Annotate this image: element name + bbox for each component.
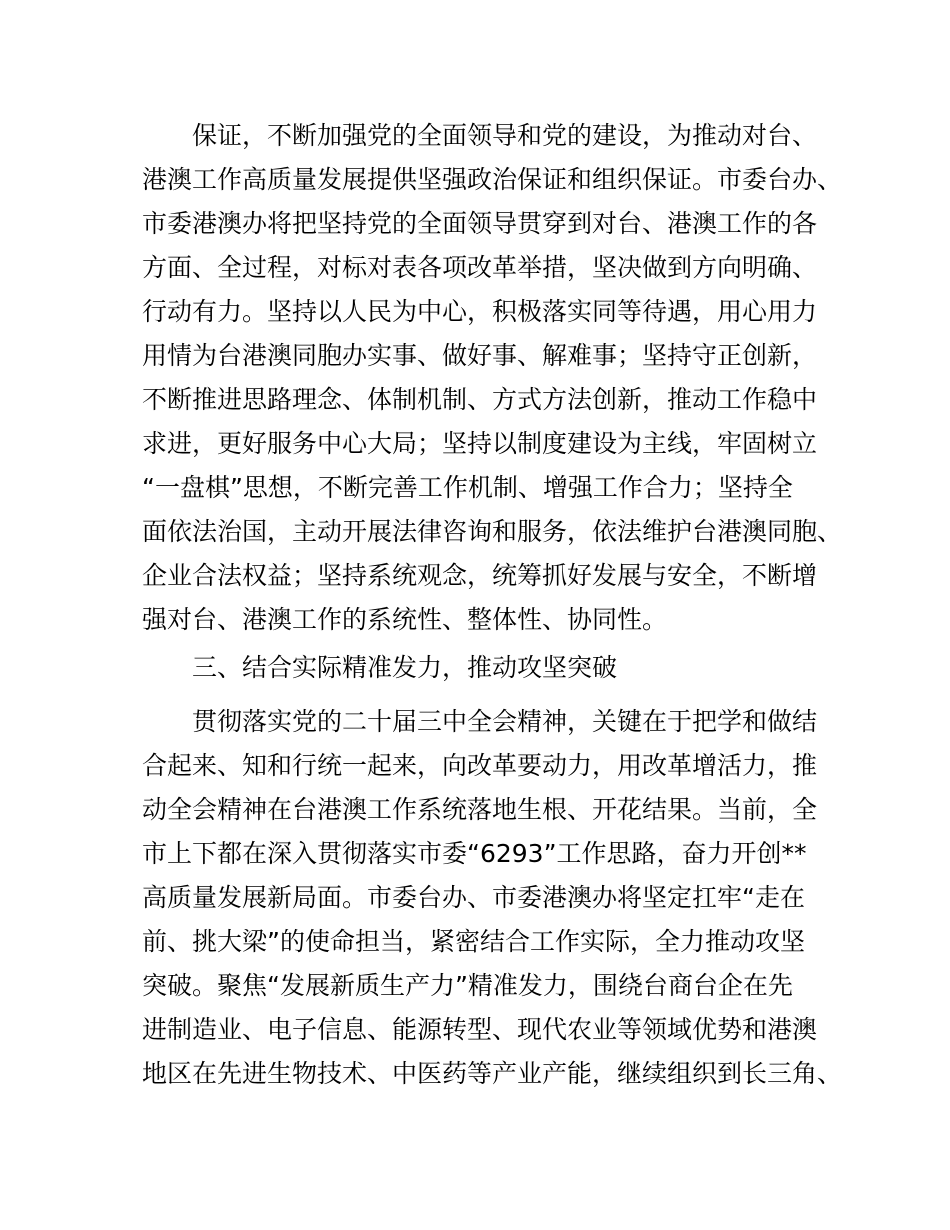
paragraph-2-line-6: 前、挑大梁”的使命担当，紧密结合工作实际，全力推动攻坚 [142, 927, 805, 956]
paragraph-2-line-2: 合起来、知和行统一起来，向改革要动力，用改革增活力，推 [142, 751, 818, 780]
paragraph-1-line-4: 方面、全过程，对标对表各项改革举措，坚决做到方向明确、 [142, 253, 818, 282]
paragraph-2-line-5: 高质量发展新局面。市委台办、市委港澳办将坚定扛牢“走在 [142, 883, 805, 912]
paragraph-2-line-4: 市上下都在深入贯彻落实市委“6293”工作思路，奋力开创** [142, 839, 807, 868]
paragraph-1-line-8: 求进，更好服务中心大局；坚持以制度建设为主线，牢固树立 [142, 429, 818, 458]
paragraph-2-line-9: 地区在先进生物技术、中医药等产业产能，继续组织到长三角、 [142, 1059, 843, 1088]
paragraph-2-line-7: 突破。聚焦“发展新质生产力”精准发力，围绕台商台企在先 [142, 971, 793, 1000]
paragraph-2-line-8: 进制造业、电子信息、能源转型、现代农业等领域优势和港澳 [142, 1015, 818, 1044]
paragraph-1-line-12: 强对台、港澳工作的系统性、整体性、协同性。 [142, 605, 668, 634]
section-heading: 三、结合实际精准发力，推动攻坚突破 [192, 653, 618, 682]
paragraph-1-line-3: 市委港澳办将把坚持党的全面领导贯穿到对台、港澳工作的各 [142, 209, 818, 238]
paragraph-1-line-6: 用情为台港澳同胞办实事、做好事、解难事；坚持守正创新， [142, 341, 818, 370]
paragraph-1-line-9: “一盘棋”思想，不断完善工作机制、增强工作合力；坚持全 [142, 473, 793, 502]
paragraph-1-line-5: 行动有力。坚持以人民为中心，积极落实同等待遇，用心用力 [142, 297, 818, 326]
paragraph-1-line-10: 面依法治国，主动开展法律咨询和服务，依法维护台港澳同胞、 [142, 517, 843, 546]
paragraph-1-line-1: 保证，不断加强党的全面领导和党的建设，为推动对台、 [192, 121, 818, 150]
paragraph-1-line-2: 港澳工作高质量发展提供坚强政治保证和组织保证。市委台办、 [142, 165, 843, 194]
paragraph-2-line-3: 动全会精神在台港澳工作系统落地生根、开花结果。当前，全 [142, 795, 818, 824]
paragraph-1-line-7: 不断推进思路理念、体制机制、方式方法创新，推动工作稳中 [142, 385, 818, 414]
paragraph-1-line-11: 企业合法权益；坚持系统观念，统筹抓好发展与安全，不断增 [142, 561, 818, 590]
paragraph-2-line-1: 贯彻落实党的二十届三中全会精神，关键在于把学和做结 [192, 707, 818, 736]
